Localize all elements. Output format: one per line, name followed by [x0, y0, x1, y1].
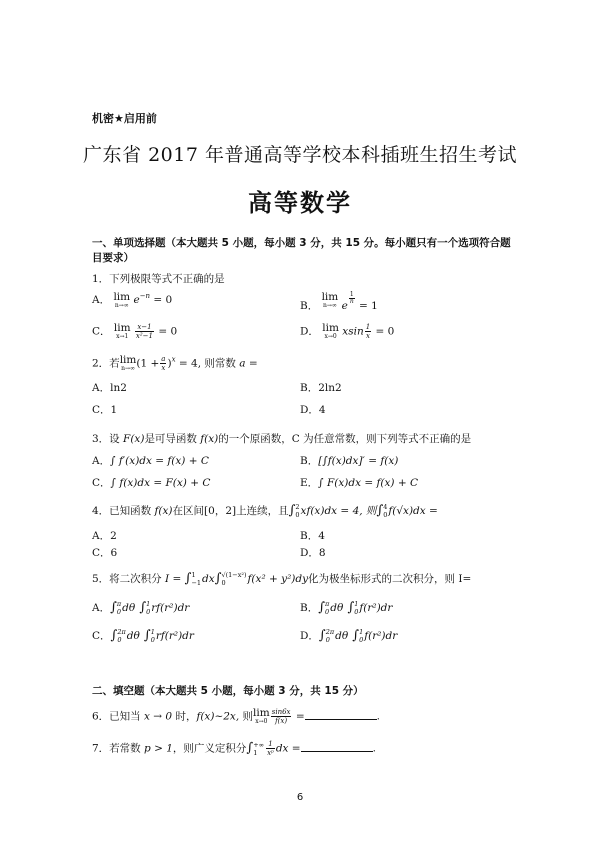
q4-stem-pre: 4．已知函数 — [92, 505, 155, 517]
q5-dx: dx — [202, 573, 215, 585]
q5-outer-limits — [191, 571, 201, 587]
q7-stem-pre: 7．若常数 — [92, 742, 145, 755]
q2-expr-post: ) — [167, 357, 172, 370]
q4-c-label: C． — [92, 547, 111, 559]
q5-stem-pre: 5．将二次积分 — [92, 573, 166, 585]
q6-eq: = — [292, 710, 305, 723]
q2-sup: x — [171, 355, 176, 364]
q4-option-b — [300, 528, 325, 543]
q5-b-end: f(r²)dr — [359, 602, 393, 614]
q2-var: a — [239, 357, 246, 370]
q5-inner-up: √(1−x²) — [221, 571, 247, 579]
question-7-stem: 7．若常数 p > 1，则广义定积分∫ +∞ 1 $\frac{1}{\text{xᵖ}}$ dx = . — [92, 740, 376, 757]
q5-b-label: B． — [300, 602, 319, 614]
q2-fraction — [160, 355, 166, 372]
q3-a-value: ∫ f′(x)dx = f(x) + C — [110, 455, 209, 467]
q3-c-value: ∫ f(x)dx = F(x) + C — [110, 477, 211, 489]
q4-option-a — [92, 528, 117, 543]
q7-end: . — [372, 742, 376, 755]
q4-int2-up: 4 — [383, 503, 388, 511]
q2-c-label: C． — [92, 404, 111, 416]
q1-b-lim-sub: n→∞ — [322, 302, 337, 309]
q5-c-lo1: 0 — [117, 636, 122, 644]
q1-b-limit — [322, 292, 339, 309]
section-1-heading: 一、单项选择题（本大题共 5 小题，每小题 3 分，共 15 分。每小题只有一个选项符合题目要求） — [92, 237, 511, 264]
q5-option-a: A．∫ π 0 dθ ∫ 1 0 rf(r²)dr — [92, 600, 190, 616]
q4-d-value: 8 — [318, 547, 326, 559]
q1-option-b — [300, 292, 378, 313]
q5-inner-integral: ∫ — [214, 571, 222, 586]
q7-stem-mid: ，则广义定积分 — [172, 742, 247, 755]
q4-int1-up: 2 — [295, 503, 300, 511]
q1-b-sup-den: n — [349, 298, 354, 305]
q1-b-expr: e — [341, 300, 348, 312]
q5-inner-limits — [221, 571, 246, 587]
confidential-mark: 机密★启用前 — [92, 112, 157, 125]
exam-title: 广东省 2017 年普通高等学校本科插班生招生考试 — [83, 144, 517, 166]
q2-frac-num: a — [161, 355, 166, 363]
q5-d-end: f(r²)dr — [364, 630, 398, 642]
q4-expr-1: xf(x)dx = 4, 则 — [300, 505, 377, 517]
q1-a-expr: e — [133, 294, 140, 306]
q1-d-lim: lim — [322, 322, 339, 334]
q6-end: . — [376, 710, 380, 723]
q5-a-lo2: 0 — [146, 608, 151, 616]
q6-stem-then: 则 — [239, 710, 254, 723]
q4-c-value: 6 — [110, 547, 118, 559]
q2-c-value: 1 — [110, 404, 118, 416]
page-number: 6 — [296, 792, 304, 803]
q7-den: xᵖ — [267, 749, 274, 757]
q1-c-eq: = 0 — [155, 325, 178, 338]
q2-stem-pre: 2．若 — [92, 357, 120, 370]
q6-equivalence: f(x)~2x, — [196, 710, 240, 723]
q6-answer-blank[interactable] — [305, 709, 377, 720]
q2-stem-end: = — [245, 357, 258, 370]
q1-c-lim-sub: x→1 — [116, 333, 129, 340]
q3-stem-post: 的一个原函数，C 为任意常数，则下列等式不正确的是 — [218, 433, 472, 445]
q5-integrand: f(x² + y²)dy — [247, 573, 309, 585]
q2-d-value: 4 — [318, 404, 326, 416]
q4-fx: f(x) — [154, 505, 173, 517]
q5-d-up1: 2π — [325, 628, 335, 636]
q5-a-mid: dθ — [122, 602, 136, 614]
q5-d-mid: dθ — [335, 630, 349, 642]
question-1-stem: 1．下列极限等式不正确的是 — [92, 273, 225, 285]
q7-int-lo: 1 — [253, 748, 258, 757]
q2-expr-pre: (1 + — [136, 357, 160, 370]
q3-option-a — [92, 453, 209, 468]
q1-d-fraction — [365, 323, 371, 340]
q7-num: 1 — [266, 740, 275, 749]
q4-a-value: 2 — [110, 530, 117, 542]
q4-integral-2: ∫ — [376, 503, 384, 518]
q7-fraction — [266, 740, 275, 757]
question-6-stem — [92, 708, 380, 725]
q3-option-e — [300, 475, 418, 490]
question-5-stem — [92, 571, 471, 587]
q7-condition: p > 1 — [144, 742, 173, 755]
subject-title: 高等数学 — [248, 189, 352, 217]
q5-d-lo2: 0 — [359, 636, 364, 644]
q5-option-d: D．∫ 2π 0 dθ ∫ 1 0 f(r²)dr — [300, 628, 398, 644]
q1-c-den: x²−1 — [135, 332, 153, 340]
q5-b-up2: 1 — [354, 600, 359, 608]
q2-a-label: A． — [92, 382, 111, 394]
q3-stem-pre: 3．设 — [92, 433, 124, 445]
q5-c-up1: 2π — [117, 628, 126, 636]
q5-I: I = — [165, 573, 185, 585]
q4-a-label: A． — [92, 530, 111, 542]
q1-b-exponent — [349, 292, 355, 305]
q3-option-b — [300, 453, 398, 468]
q6-limit — [253, 708, 270, 725]
q1-d-label: D． — [300, 325, 319, 338]
q5-outer-up: 1 — [191, 571, 196, 579]
q5-c-up2: 1 — [150, 628, 155, 636]
q5-d-up2: 1 — [359, 628, 364, 636]
q1-c-lim: lim — [113, 322, 131, 334]
q1-d-limit — [322, 323, 339, 340]
q2-d-label: D． — [300, 404, 319, 416]
q3-b-label: B． — [300, 455, 319, 467]
q3-stem-mid: 是可导函数 — [144, 433, 201, 445]
q3-option-c — [92, 475, 210, 490]
q5-a-up1: π — [116, 600, 122, 608]
q1-b-sup-num: 1 — [349, 291, 354, 298]
q4-option-d — [300, 545, 326, 560]
q1-d-lim-sub: x→0 — [324, 333, 337, 340]
q2-limit — [120, 355, 137, 372]
q1-c-num: x−1 — [135, 323, 154, 332]
q5-a-lo1: 0 — [116, 608, 122, 616]
q6-stem-mid: 时， — [172, 710, 197, 723]
q2-lim-sub: n→∞ — [121, 365, 135, 372]
q2-frac-den: x — [161, 364, 166, 372]
q3-e-value: ∫ F(x)dx = f(x) + C — [318, 477, 419, 489]
q6-den: f(x) — [275, 717, 288, 725]
q4-int1-lo: 0 — [295, 511, 300, 519]
q6-num: sin6x — [271, 708, 291, 716]
q1-d-eq: = 0 — [372, 325, 395, 338]
q5-d-label: D． — [300, 630, 319, 642]
q4-d-label: D． — [300, 547, 319, 559]
q5-b-lo1: 0 — [325, 608, 330, 616]
q4-int1-limits — [295, 503, 299, 519]
q3-a-label: A． — [92, 455, 111, 467]
q5-a-up2: 1 — [146, 600, 151, 608]
q2-b-value: 2ln2 — [318, 382, 342, 394]
q2-a-value: ln2 — [110, 382, 127, 394]
q7-int-up: +∞ — [253, 740, 265, 749]
q4-b-label: B． — [300, 530, 319, 542]
q1-a-lim: lim — [113, 291, 131, 303]
q5-b-mid: dθ — [330, 602, 344, 614]
q3-c-label: C． — [92, 477, 111, 489]
q1-a-limit — [113, 292, 130, 309]
q5-d-lo1: 0 — [325, 636, 330, 644]
q3-fx: f(x) — [200, 433, 219, 445]
q5-outer-integral: ∫ — [184, 571, 192, 586]
q5-b-up1: π — [325, 600, 330, 608]
q7-answer-blank[interactable] — [301, 741, 373, 752]
q6-fraction — [271, 708, 292, 725]
q2-option-c — [92, 402, 117, 417]
q4-b-value: 4 — [318, 530, 325, 542]
q5-inner-lo: 0 — [221, 579, 226, 587]
q2-lim: lim — [119, 354, 137, 366]
q5-a-end: rf(r²)dr — [151, 602, 190, 614]
q1-b-eq: = 1 — [355, 300, 378, 312]
q4-stem-mid: 在区间[0，2]上连续，且 — [172, 505, 289, 517]
q1-b-lim: lim — [321, 291, 339, 303]
q1-d-expr: xsin — [342, 325, 364, 338]
q7-int-limits — [253, 741, 264, 757]
q1-b-label: B． — [300, 300, 319, 312]
q5-c-mid: dθ — [126, 630, 140, 642]
q2-stem-post: = 4, 则常数 — [175, 357, 240, 370]
q5-stem-post: 化为极坐标形式的二次积分，则 I= — [308, 573, 472, 585]
q3-b-value: [∫f(x)dx]′ = f(x) — [318, 455, 399, 467]
q2-option-b — [300, 380, 342, 395]
q5-a-label: A． — [92, 602, 111, 614]
q4-expr-2: f(√x)dx = — [388, 505, 438, 517]
q1-d-num: 1 — [365, 323, 371, 331]
q1-c-limit — [114, 323, 131, 340]
question-3-stem — [92, 431, 471, 446]
q5-c-lo2: 0 — [150, 636, 155, 644]
q1-option-d — [300, 323, 394, 340]
q2-option-a — [92, 380, 127, 395]
q4-int2-limits — [383, 503, 387, 519]
q1-d-den: x — [365, 332, 370, 340]
q5-c-end: rf(r²)dr — [155, 630, 194, 642]
q6-lim: lim — [253, 707, 270, 719]
q4-integral-1: ∫ — [288, 503, 296, 518]
q6-stem-pre: 6．已知当 — [92, 710, 145, 723]
q1-a-lim-sub: n→∞ — [114, 302, 129, 309]
q1-a-sup: −n — [139, 292, 151, 300]
q5-option-b: B．∫ π 0 dθ ∫ 1 0 f(r²)dr — [300, 600, 393, 616]
q5-b-lo2: 0 — [354, 608, 359, 616]
q5-option-c: C．∫ 2π 0 dθ ∫ 1 0 rf(r²)dr — [92, 628, 194, 644]
q1-c-fraction — [135, 323, 154, 340]
question-4-stem — [92, 503, 438, 519]
q1-a-label: A． — [92, 294, 111, 306]
q1-option-c — [92, 323, 177, 340]
q1-c-label: C． — [92, 325, 111, 338]
q6-condition: x → 0 — [144, 710, 173, 723]
q1-option-a — [92, 292, 172, 309]
q3-e-label: E． — [300, 477, 319, 489]
question-2-stem — [92, 355, 258, 372]
q2-option-d — [300, 402, 326, 417]
section-2-heading: 二、填空题（本大题共 5 小题，每小题 3 分，共 15 分） — [92, 685, 364, 697]
q5-c-label: C． — [92, 630, 111, 642]
q3-Fx: F(x) — [123, 433, 145, 445]
q1-a-eq: = 0 — [150, 294, 173, 306]
q7-dx: dx = — [275, 742, 301, 755]
q6-lim-sub: x→0 — [255, 718, 268, 725]
q4-int2-lo: 0 — [383, 511, 388, 519]
q4-option-c — [92, 545, 117, 560]
q2-b-label: B． — [300, 382, 319, 394]
q5-outer-lo: −1 — [191, 579, 202, 587]
